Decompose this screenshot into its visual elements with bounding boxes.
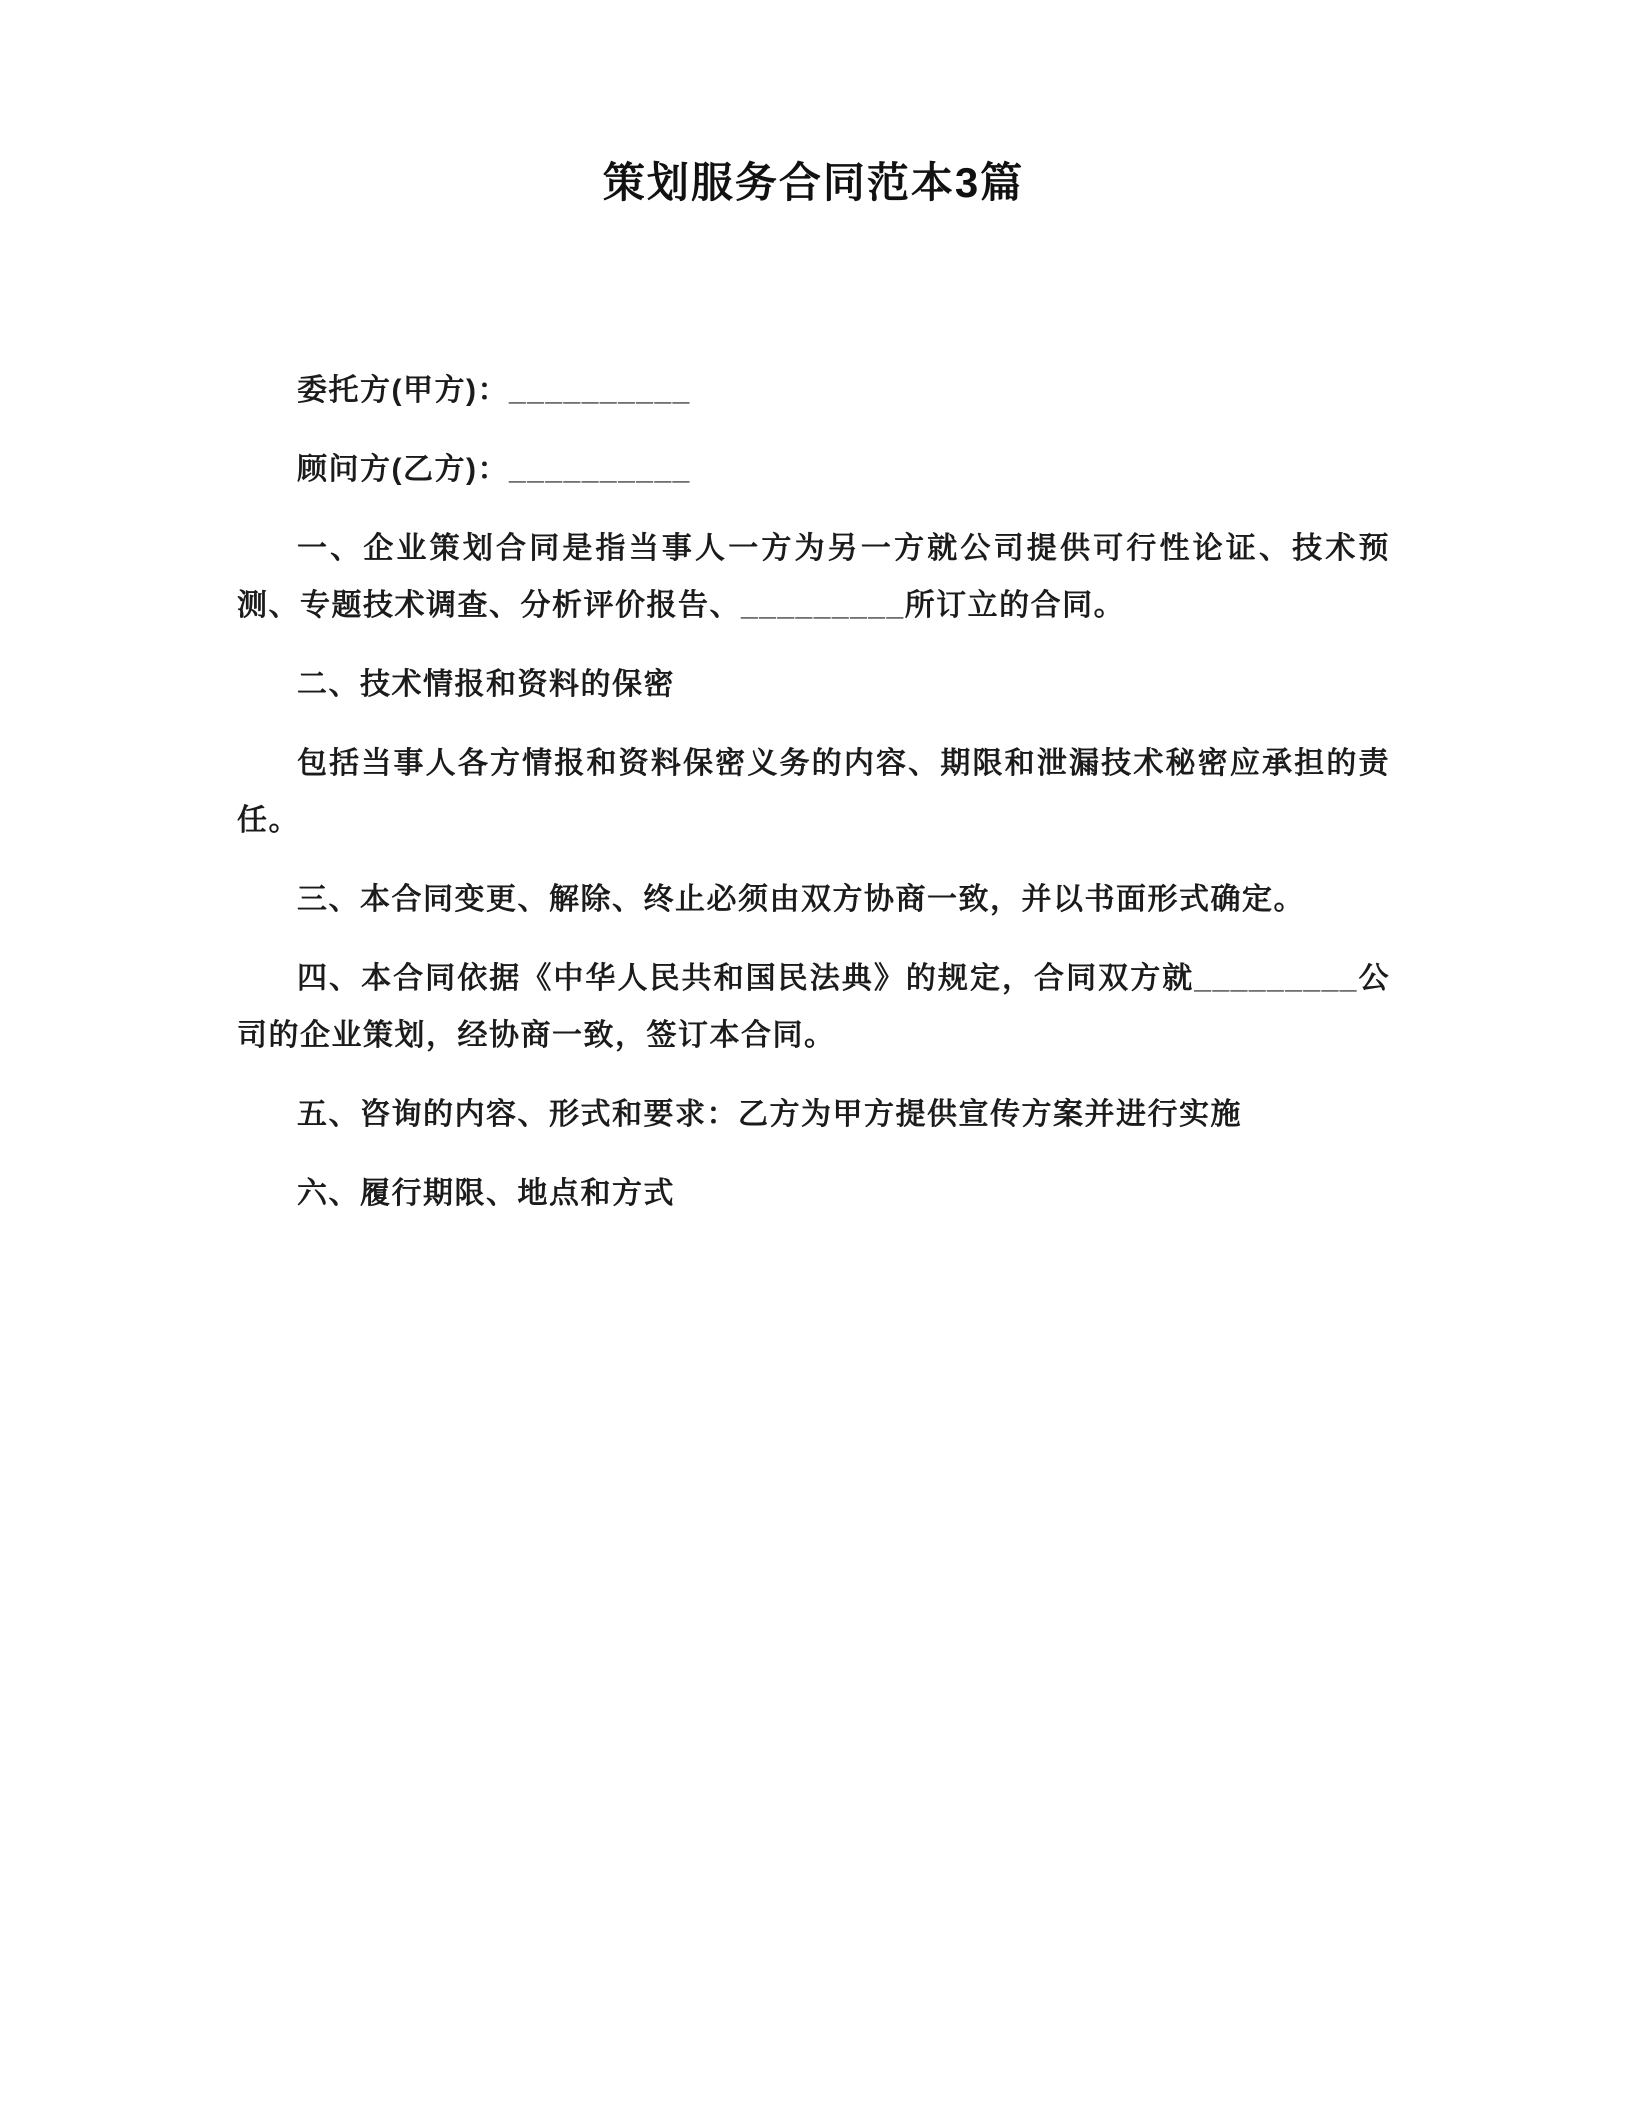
paragraph-clause-2: 二、技术情报和资料的保密 [297, 668, 675, 701]
paragraph-clause-4: 四、本合同依据《中华人民共和国民法典》的规定，合同双方就_________公司的企业策划，经协商一致，签订本合同。 [237, 962, 1390, 1052]
document-title: 策划服务合同范本3篇 [602, 159, 1025, 206]
document-body [237, 362, 1390, 1222]
paragraph-clause-6: 六、履行期限、地点和方式 [297, 1177, 675, 1210]
paragraph-party-a: 委托方(甲方)：__________ [297, 374, 691, 407]
paragraph-clause-2-detail: 包括当事人各方情报和资料保密义务的内容、期限和泄漏技术秘密应承担的责任。 [237, 747, 1390, 837]
paragraph-clause-3: 三、本合同变更、解除、终止必须由双方协商一致，并以书面形式确定。 [297, 883, 1305, 916]
paragraph-party-b: 顾问方(乙方)：__________ [297, 453, 691, 486]
paragraph-clause-1: 一、企业策划合同是指当事人一方为另一方就公司提供可行性论证、技术预测、专题技术调查、分析评价报告、_________所订立的合同。 [237, 532, 1390, 622]
paragraph-clause-5: 五、咨询的内容、形式和要求：乙方为甲方提供宣传方案并进行实施 [297, 1098, 1242, 1131]
